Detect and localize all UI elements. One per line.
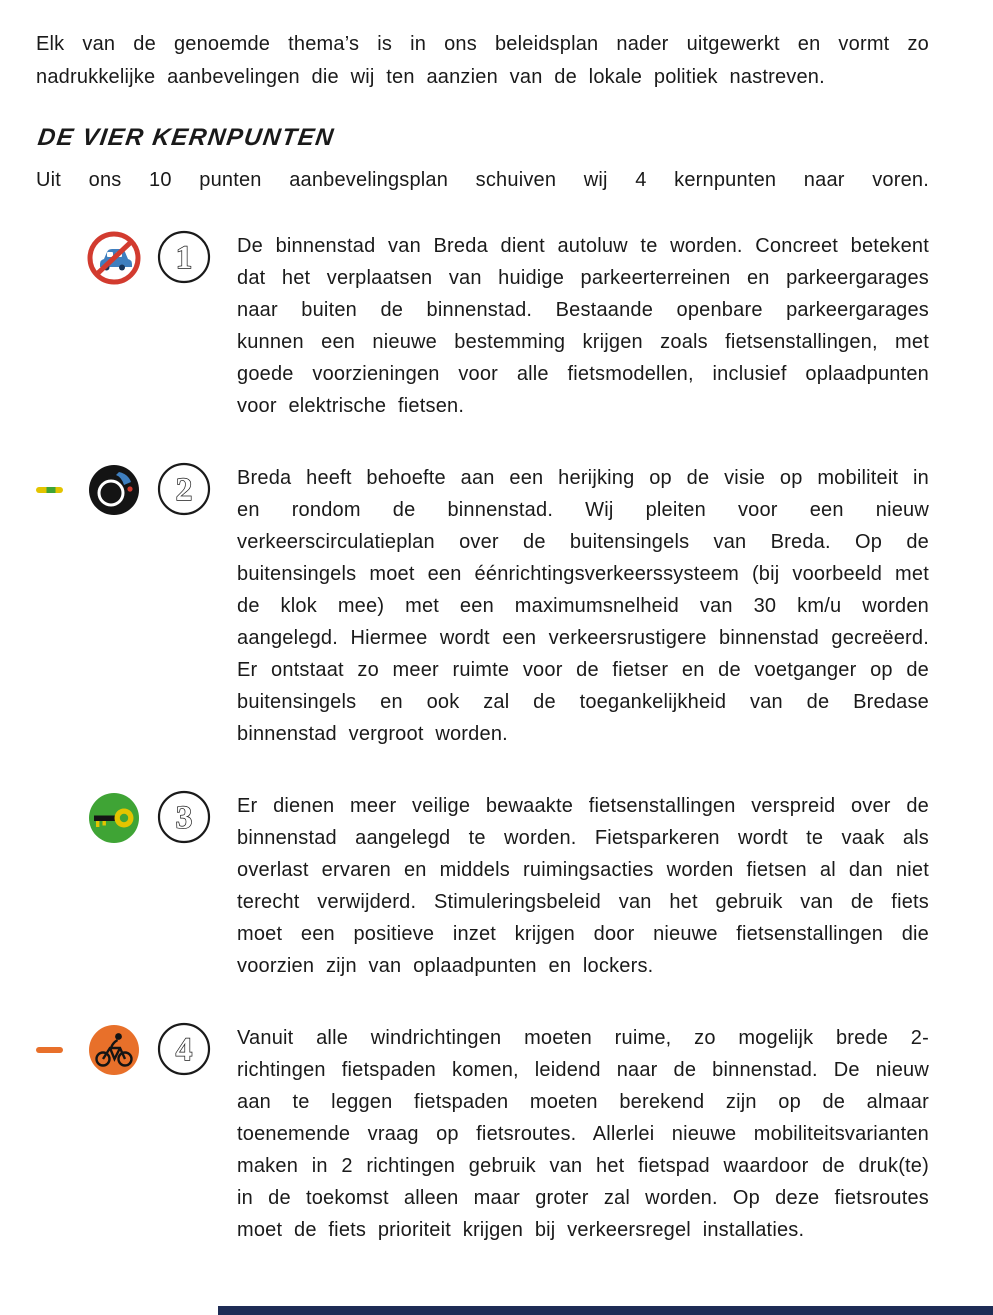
number-badge-2 — [157, 462, 211, 516]
number-badge-4 — [157, 1022, 211, 1076]
marker-column-1 — [36, 230, 86, 255]
keypoint-text-3: Er dienen meer veilige bewaakte fietsenstallingen verspreid over de binnenstad aangelegd te worden. Fietsparkeren wordt te vaak als overlast ervaren en middels ruimingsacties worden fietsen al dan niet terecht verwijderd. Stimuleringsbeleid van het gebruik van de fiets moet een positieve inzet krijgen door nieuwe fietsenstallingen die voorzien zijn van oplaadpunten en lockers. — [237, 795, 929, 977]
section-heading: DE VIER KERNPUNTEN — [36, 124, 337, 151]
number-badge-3 — [157, 790, 211, 844]
number-text: 1 — [175, 240, 193, 276]
footer-bar — [218, 1306, 993, 1315]
dash-marker-icon — [36, 487, 63, 493]
keypoint-text-1: De binnenstad van Breda dient autoluw te worden. Concreet betekent dat het verplaatsen van huidige parkeerterreinen en parkeergarages naar buiten de binnenstad. Bestaande openbare parkeergarages kunnen een nieuwe bestemming krijgen zoals fietsenstallingen, met goede voorzieningen voor alle fietsmodellen, inclusief oplaadpunten voor elektrische fietsen. — [237, 235, 929, 417]
keypoint-item-2 — [36, 462, 929, 750]
marker-column-2 — [36, 462, 86, 493]
dash-marker-icon — [36, 1047, 63, 1053]
keypoint-item-3 — [36, 790, 929, 982]
number-text: 2 — [175, 472, 193, 508]
keypoint-item-4 — [36, 1022, 929, 1246]
key-icon — [86, 790, 142, 846]
keypoint-item-1 — [36, 230, 929, 422]
number-text: 3 — [175, 800, 193, 836]
subheading-paragraph: Uit ons 10 punten aanbevelingsplan schuiven wij 4 kernpunten naar voren. — [36, 169, 929, 191]
keypoint-text-4: Vanuit alle windrichtingen moeten ruime, zo mogelijk brede 2-richtingen fietspaden komen, leidend naar de binnenstad. De nieuw aan te leggen fietspaden moeten berekend zijn op de almaar toenemende vraag op fietsroutes. Allerlei nieuwe mobiliteitsvarianten maken in 2 richtingen gebruik van het fietspad waardoor de druk(te) in de toekomst alleen maar groter zal worden. Op deze fietsroutes moet de fiets prioriteit krijgen bij verkeersregel installaties. — [237, 1027, 929, 1241]
cyclists-icon — [86, 1022, 142, 1078]
number-text: 4 — [175, 1032, 193, 1068]
bicycle-wheel-icon — [86, 462, 142, 518]
intro-paragraph: Elk van de genoemde thema’s is in ons beleidsplan nader uitgewerkt en vormt zo nadrukkelijke aanbevelingen die wij ten aanzien van de lokale politiek nastreven. — [36, 33, 929, 88]
keypoint-text-2: Breda heeft behoefte aan een herijking op de visie op mobiliteit in en rondom de binnenstad. Wij pleiten voor een nieuw verkeerscirculatieplan over de buitensingels van Breda. Op de buitensingels moet een éénrichtingsverkeerssysteem (bij voorbeeld met de klok mee) met een maximumsnelheid van 30 km/u worden aangelegd. Hiermee wordt een verkeersrustigere binnenstad gecreëerd. Er ontstaat zo meer ruimte voor de fietser en de voetganger op de buitensingels en ook zal de toegankelijkheid van de Bredase binnenstad vergroot worden. — [237, 467, 929, 745]
no-car-icon — [86, 230, 142, 286]
marker-column-3 — [36, 790, 86, 815]
number-badge-1 — [157, 230, 211, 284]
marker-column-4 — [36, 1022, 86, 1053]
